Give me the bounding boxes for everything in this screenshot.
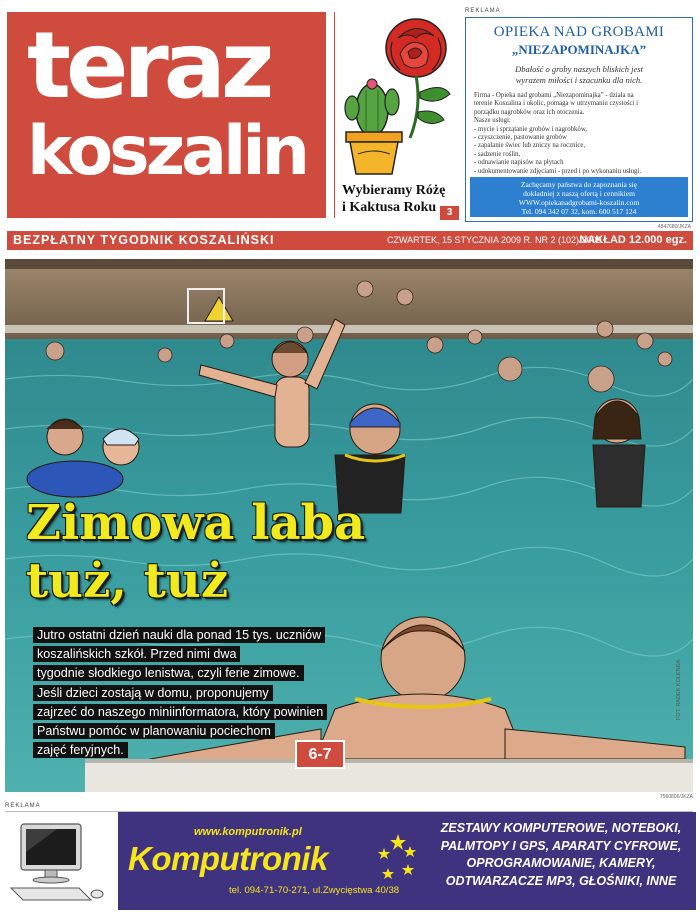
ad-footer-line: Zachęcamy państwa do zapoznania się [520, 180, 638, 189]
ad-body-line: - udokumentowanie zdjęciami - przed i po wykonaniu usługi. [474, 167, 642, 175]
teaser-caption-line-1: Wybieramy Różę [342, 183, 446, 198]
ad-body-line: terenie Koszalina i okolic, pomaga w utrzymaniu czystości i [474, 100, 639, 108]
ad-body [466, 86, 692, 176]
bottom-advertisement[interactable] [0, 800, 700, 917]
flower-pot-icon [346, 132, 402, 174]
lead-line: Jutro ostatni dzień nauki dla ponad 15 tys. uczniów [33, 627, 325, 643]
lead-line: zajęć feryjnych. [33, 742, 128, 758]
lead-line: koszalińskich szkół. Przed nimi dwa [33, 646, 240, 662]
logo [7, 12, 326, 218]
ad-motto-line: Dbałość o groby naszych bliskich jest [515, 64, 643, 74]
ad-label: REKLAMA [465, 8, 501, 14]
banner-brand: Komputronik [128, 840, 328, 877]
komputronik-banner[interactable] [118, 812, 696, 910]
photo-credit: FOT. RADEK KOLENDA [676, 659, 682, 720]
lead-line: Państwu pomóc w planowaniu pociechom [33, 723, 275, 739]
rose-cactus-illustration [338, 8, 462, 180]
ad-website-link[interactable]: WWW.opiekanadgrobami-koszalin.com [518, 198, 640, 207]
banner-products [430, 820, 692, 890]
ad-motto [466, 64, 692, 86]
product-line: ZESTAWY KOMPUTEROWE, NOTEBOKI, [440, 821, 682, 835]
ad-footer-line: dokładniej z naszą ofertą i cennikiem [523, 189, 635, 198]
rose-icon [386, 19, 446, 77]
cover-headline[interactable] [26, 494, 365, 610]
ad-body-line: - sadzenie roślin, [474, 150, 521, 158]
ad-body-line: porządku nagrobków oraz ich otoczenia. [474, 108, 585, 116]
teaser-rose-cactus[interactable] [338, 8, 462, 222]
stars-icon [374, 832, 418, 882]
headline-line-1: Zimowa laba [26, 495, 366, 551]
photo-code: 7560806/JKZA [659, 794, 693, 800]
teaser-caption-line-2: i Kaktusa Roku [342, 200, 437, 215]
ad-body-line: Nasze usługi: [474, 117, 511, 125]
lead-line: tygodnie słodkiego lenistwa, czyli ferie zimowe. [33, 665, 304, 681]
ad-footer [470, 177, 688, 217]
masthead-divider [334, 12, 335, 218]
circulation: NAKŁAD 12.000 egz. [579, 234, 687, 246]
cactus-icon [345, 79, 399, 136]
logo-line-1: teraz [27, 12, 270, 119]
computer-icon [7, 822, 107, 908]
girl-right [593, 399, 645, 507]
ad-box [465, 17, 693, 222]
banner-url[interactable]: www.komputronik.pl [194, 826, 302, 838]
ad-body-line: - czyszczenie, pastowanie grobów [474, 134, 567, 142]
lead-line: zajrzeć do naszego miniinformatora, który powinien [33, 704, 327, 720]
teaser-page-badge[interactable]: 3 [440, 206, 459, 220]
tagline: BEZPŁATNY TYGODNIK KOSZALIŃSKI [13, 233, 275, 247]
issue-date: CZWARTEK, 15 STYCZNIA 2009 R. NR 2 (102)/2009 [387, 235, 602, 245]
lead-line: Jeśli dzieci zostają w domu, proponujemy [33, 685, 273, 701]
ad-body-line: - mycie i sprzątanie grobów i nagrobków, [474, 125, 587, 133]
ad-body-line: - zapalanie świec lub zniczy na rocznice, [474, 142, 586, 150]
ad-subtitle: „NIEZAPOMINAJKA” [511, 42, 647, 57]
product-line: PALMTOPY I GPS, APARATY CYFROWE, [440, 838, 682, 853]
ad-body-line: - odnawianie napisów na płytach [474, 159, 564, 167]
ad-title: OPIEKA NAD GROBAMI [493, 24, 665, 40]
story-pages-badge[interactable]: 6-7 [295, 740, 345, 769]
banner-contact: tel. 094-71-70-271, ul.Zwycięstwa 40/38 [229, 885, 400, 896]
issue-bar [7, 231, 693, 250]
ad-motto-line: wyrazem miłości i szacunku dla nich. [515, 75, 643, 85]
ad-code: 4847680/JKZA [657, 224, 691, 230]
product-line: ODTWARZACZE MP3, GŁOŚNIKI, INNE [445, 873, 677, 888]
logo-line-2: koszalin [27, 112, 307, 191]
ad-phone: Tel. 094 342 07 32, kom. 600 517 124 [521, 207, 637, 216]
top-advertisement[interactable] [465, 8, 693, 230]
ad-body-line: Firma - Opieka nad grobami „Niezapominajka” - działa na [474, 92, 634, 99]
headline-line-2: tuż, tuż [26, 553, 229, 609]
bottom-ad-label: REKLAMA [5, 803, 41, 809]
product-line: OPROGRAMOWANIE, KAMERY, [466, 856, 656, 870]
